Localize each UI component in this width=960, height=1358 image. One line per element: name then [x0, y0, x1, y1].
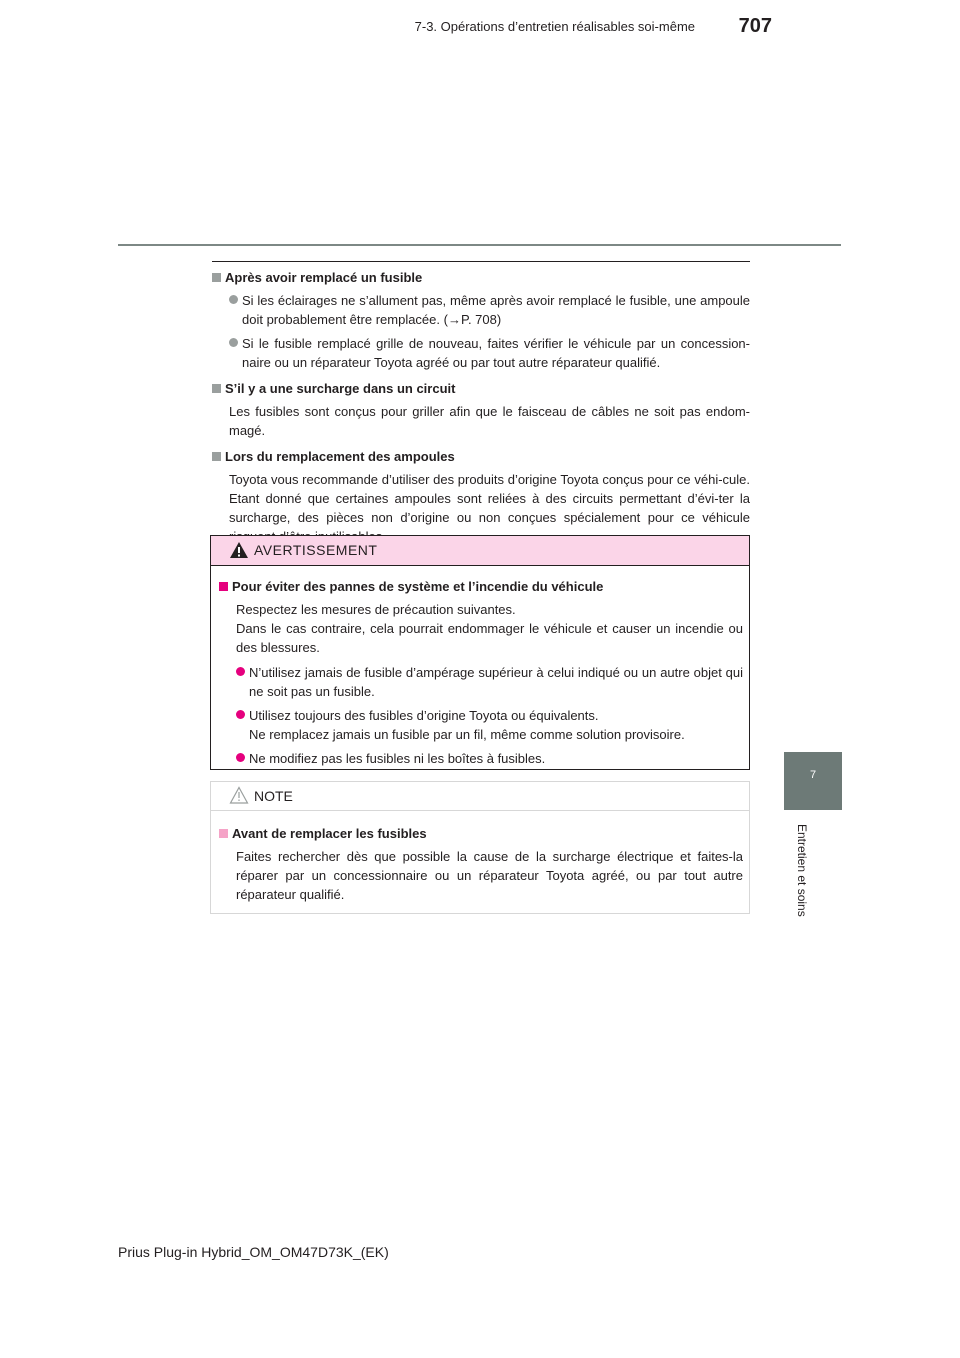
- square-bullet-icon: [212, 452, 221, 461]
- warning-body: [211, 566, 749, 768]
- section-text: Toyota vous recommande d’utiliser des produits d’origine Toyota conçus pour ce véhi-cule. Etant donné que certaines ampoules sont reliées à des circuits permettant d’évi-ter la surcharge, des pièces non d’origine ou non conçues spécialement pour ce véhicule: [229, 472, 750, 525]
- square-bullet-icon: [212, 273, 221, 282]
- warning-box: [210, 535, 750, 770]
- warning-title: AVERTISSEMENT: [254, 542, 378, 558]
- square-bullet-icon: [212, 384, 221, 393]
- chapter-tab: [784, 752, 842, 810]
- list-item: Si le fusible remplacé grille de nouveau, faites vérifier le véhicule par un concession-naire ou un réparateur Toyota agréé ou par tout autre réparateur qualifié.: [229, 334, 750, 372]
- content-top-rule: [212, 261, 750, 262]
- circle-bullet-icon: [236, 753, 245, 762]
- square-bullet-icon: [219, 582, 228, 591]
- section-text: Les fusibles sont conçus pour griller afin que le faisceau de câbles ne soit pas endom-magé.: [229, 404, 750, 438]
- list-item: N’utilisez jamais de fusible d’ampérage supérieur à celui indiqué ou un autre objet qui ne soit pas un fusible.: [236, 663, 743, 701]
- manual-id: Prius Plug-in Hybrid_OM_OM47D73K_(EK): [118, 1244, 389, 1260]
- page-number: 707: [738, 15, 772, 37]
- note-text: Faites rechercher dès que possible la cause de la surcharge électrique et faites-la réparer par un concessionnaire ou un réparateur Toyota agréé, ou par tout autre réparateur qualifié.: [236, 849, 743, 902]
- section-after-replacing-fuse: [212, 269, 750, 372]
- note-heading: Avant de remplacer les fusibles: [219, 825, 743, 843]
- page-header: [0, 0, 960, 60]
- circle-bullet-icon: [229, 295, 238, 304]
- header-divider: [118, 244, 841, 246]
- warning-text: Dans le cas contraire, cela pourrait endommager le véhicule et causer un incendie ou des blessures.: [236, 621, 743, 655]
- note-box: [210, 781, 750, 914]
- chapter-number: 7: [809, 769, 817, 781]
- note-header: [211, 782, 749, 811]
- section-title: 7-3. Opérations d’entretien réalisables soi-même: [414, 19, 695, 34]
- circle-bullet-icon: [236, 710, 245, 719]
- note-body: [211, 811, 749, 904]
- chapter-label: Entretien et soins: [795, 824, 809, 917]
- warning-heading: Pour éviter des pannes de système et l’incendie du véhicule: [219, 578, 743, 596]
- list-item: Utilisez toujours des fusibles d’origine Toyota ou équivalents. Ne remplacez jamais un fusible par un fil, même comme solution provisoire.: [236, 706, 743, 744]
- circle-bullet-icon: [236, 667, 245, 676]
- section-bulb-replacement: [212, 448, 750, 546]
- circle-bullet-icon: [229, 338, 238, 347]
- list-item: Ne modifiez pas les fusibles ni les boîtes à fusibles.: [236, 749, 743, 768]
- square-bullet-icon: [219, 829, 228, 838]
- note-title: NOTE: [254, 788, 293, 804]
- section-circuit-overload: [212, 380, 750, 440]
- caution-triangle-icon: [229, 786, 249, 804]
- warning-text: Respectez les mesures de précaution suivantes.: [236, 602, 516, 617]
- warning-header: [211, 536, 749, 566]
- section-heading: Après avoir remplacé un fusible: [212, 269, 750, 287]
- list-item: Si les éclairages ne s’allument pas, même après avoir remplacé le fusible, une ampoule doit probablement être remplacée. (→P. 708): [229, 291, 750, 329]
- warning-triangle-icon: [229, 541, 249, 559]
- section-heading: S’il y a une surcharge dans un circuit: [212, 380, 750, 398]
- section-heading: Lors du remplacement des ampoules: [212, 448, 750, 466]
